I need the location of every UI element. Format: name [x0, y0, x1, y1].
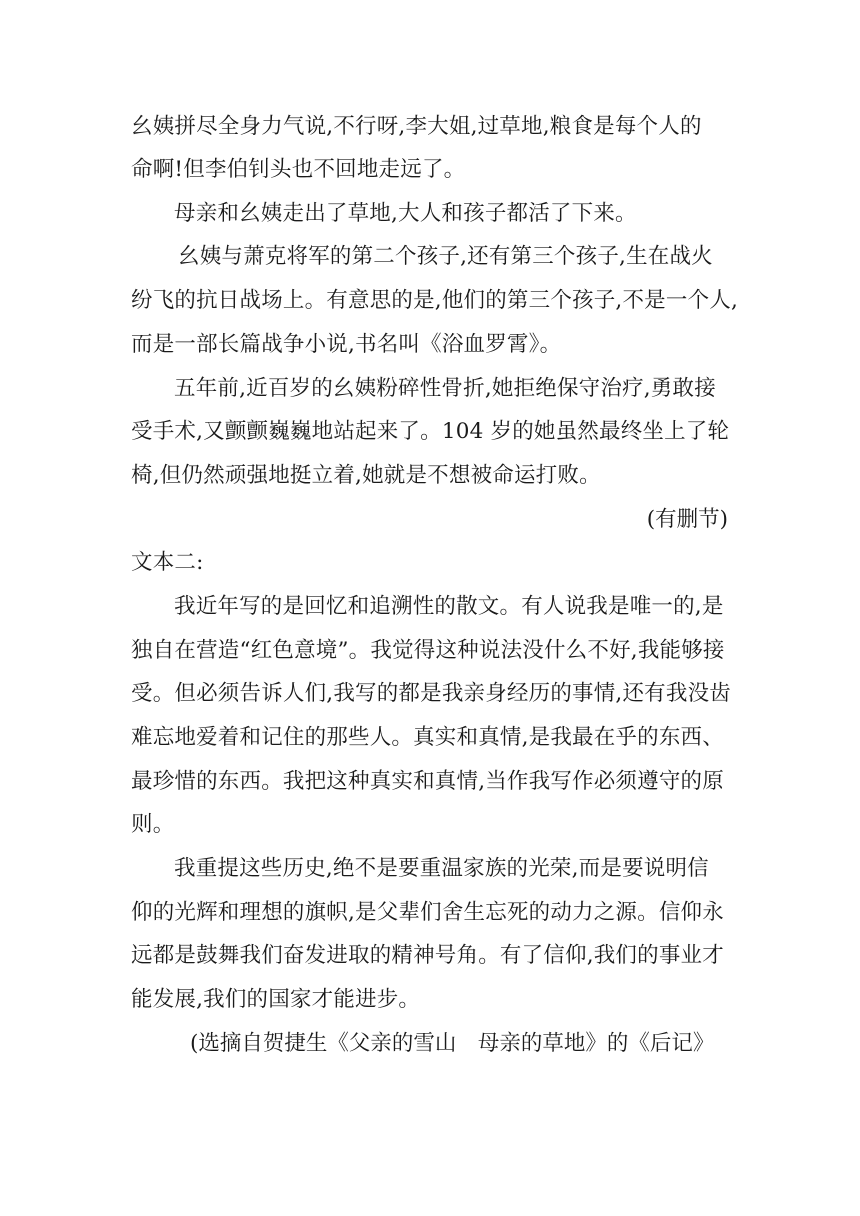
- text1-line-8: 受手术,又颤颤巍巍地站起来了。104 岁的她虽然最终坐上了轮: [131, 419, 730, 444]
- text1-line-7: 五年前,近百岁的幺姨粉碎性骨折,她拒绝保守治疗,勇敢接: [174, 376, 716, 401]
- text2-line-6: 则。: [131, 812, 175, 837]
- text2-line-8: 仰的光辉和理想的旗帜,是父辈们舍生忘死的动力之源。信仰永: [131, 900, 724, 925]
- text2-line-9: 远都是鼓舞我们奋发进取的精神号角。有了信仰,我们的事业才: [131, 943, 724, 968]
- text1-line-5: 纷飞的抗日战场上。有意思的是,他们的第三个孩子,不是一个人,: [131, 288, 739, 313]
- text1-line-2: 命啊!但李伯钊头也不回地走远了。: [131, 157, 466, 182]
- text2-line-10: 能发展,我们的国家才能进步。: [131, 987, 421, 1012]
- text1-line-4: 幺姨与萧克将军的第二个孩子,还有第三个孩子,生在战火: [178, 244, 713, 269]
- text2-line-7: 我重提这些历史,绝不是要重温家族的光荣,而是要说明信: [174, 856, 709, 881]
- text1-line-6: 而是一部长篇战争小说,书名叫《浴血罗霄》。: [131, 332, 562, 357]
- source-citation: (选摘自贺捷生《父亲的雪山 母亲的草地》的《后记》: [190, 1031, 715, 1056]
- text2-line-3: 受。但必须告诉人们,我写的都是我亲身经历的事情,还有我没齿: [131, 681, 731, 706]
- text1-line-9: 椅,但仍然顽强地挺立着,她就是不想被命运打败。: [131, 463, 601, 488]
- text1-line-1: 幺姨拼尽全身力气说,不行呀,李大姐,过草地,粮食是每个人的: [131, 114, 702, 139]
- text1-line-3: 母亲和幺姨走出了草地,大人和孩子都活了下来。: [174, 201, 637, 226]
- text2-heading: 文本二:: [131, 550, 204, 575]
- text2-line-5: 最珍惜的东西。我把这种真实和真情,当作我写作必须遵守的原: [131, 769, 724, 794]
- text2-line-1: 我近年写的是回忆和追溯性的散文。有人说我是唯一的,是: [174, 594, 724, 619]
- text2-line-2: 独自在营造“红色意境”。我觉得这种说法没什么不好,我能够接: [131, 638, 725, 663]
- text2-line-4: 难忘地爱着和记住的那些人。真实和真情,是我最在乎的东西、: [131, 725, 724, 750]
- abridged-note: (有删节): [646, 507, 728, 532]
